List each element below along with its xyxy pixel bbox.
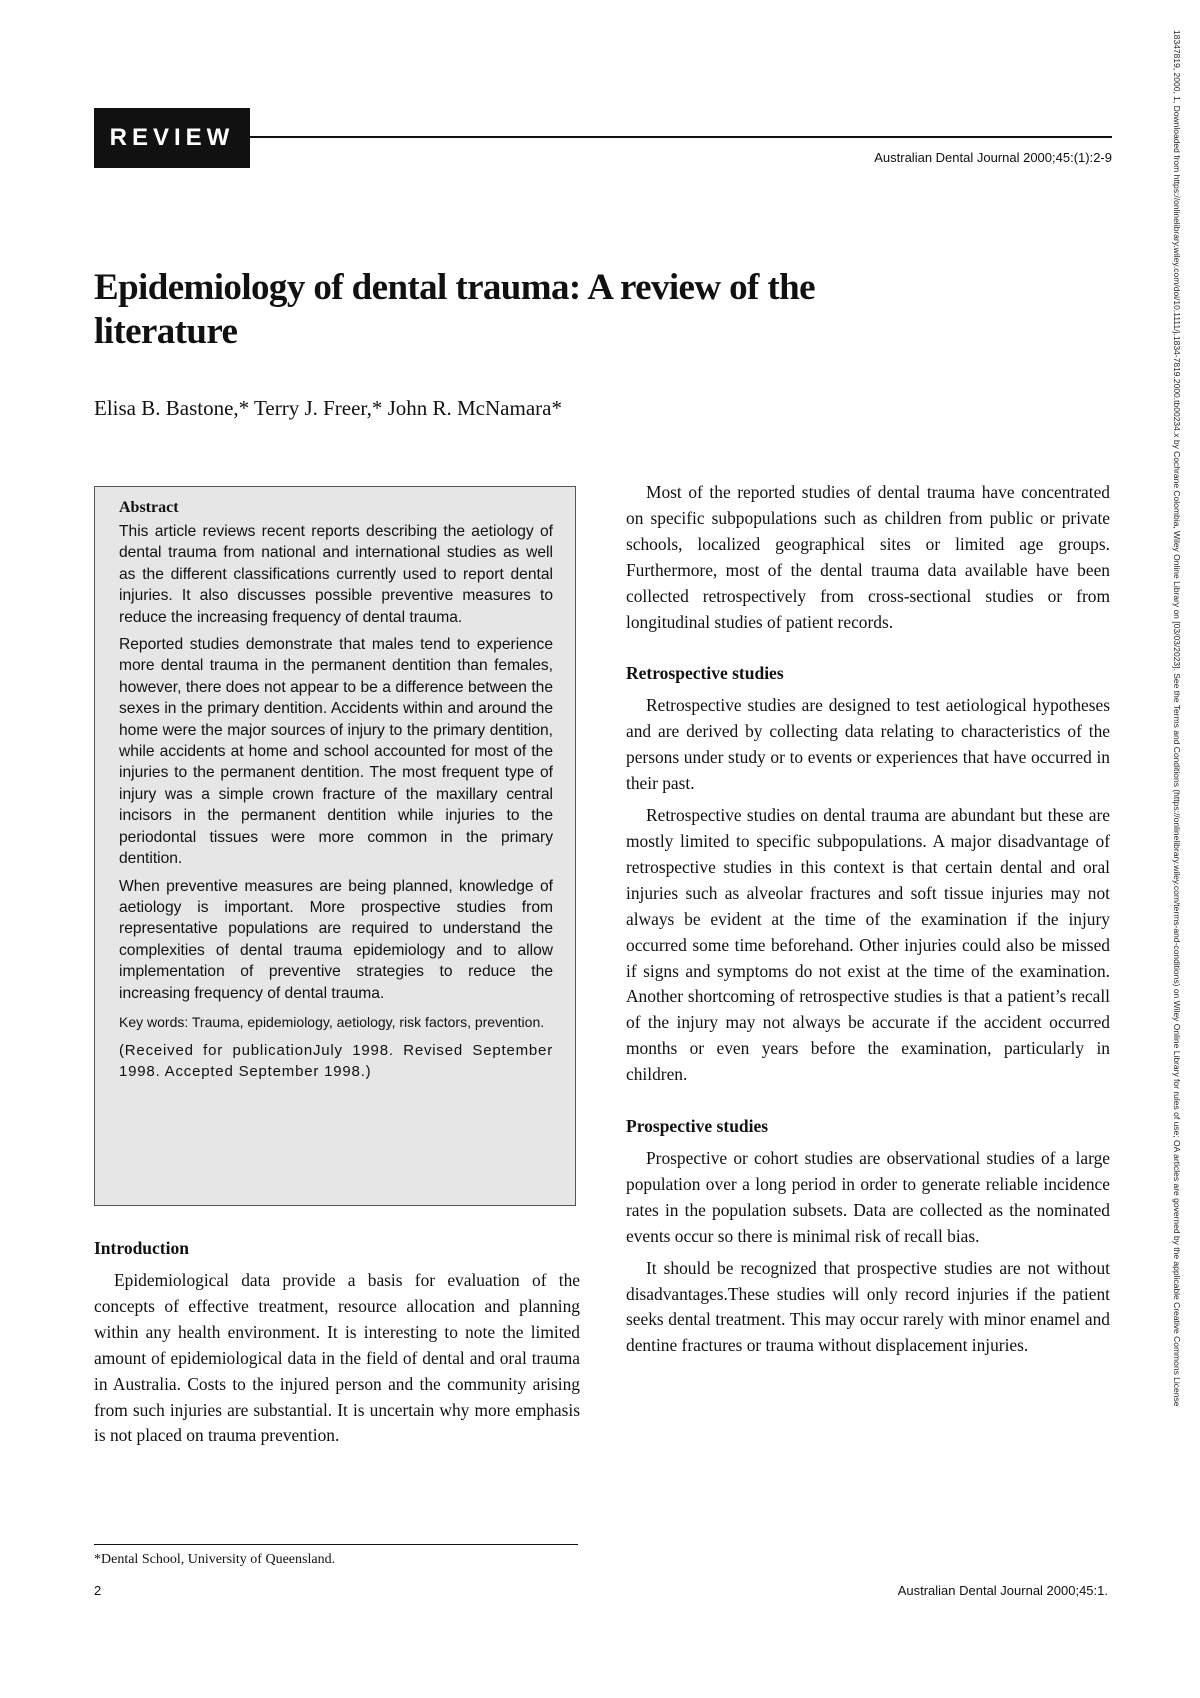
retrospective-paragraph: Retrospective studies on dental trauma are abundant but these are mostly limited to specific subpopulations. A major disadvantage of retrospective studies in this context is that certain dental and oral injuries such as alveolar fractures and soft tissue injuries may not always be evident at the time of the examination if the injury occurred some time beforehand. Other injuries could also be missed if signs and symptoms do not exist at the time of the examination. Another shortcoming of retrospective studies is that a patient’s recall of the injury may not always be accurate if the accident occurred months or even years before the examination, particularly in children. xyxy=(626,805,1110,1085)
footnote-rule xyxy=(94,1544,578,1545)
section-label: REVIEW xyxy=(94,108,250,168)
page-number: 2 xyxy=(94,1583,102,1598)
retrospective-heading: Retrospective studies xyxy=(626,663,784,684)
introduction-heading: Introduction xyxy=(94,1238,189,1258)
abstract-paragraph: When preventive measures are being planned, knowledge of aetiology is important. More prospective studies from representative populations are required to understand the complexities of dental trauma epidemiology and to allow implementation of preventive strategies to reduce the increasing frequency of dental trauma. xyxy=(119,877,553,1002)
abstract-heading: Abstract xyxy=(119,499,179,516)
retrospective-paragraph: Retrospective studies are designed to test aetiological hypotheses and are derived by collecting data relating to characteristics of the persons under study or to events or experiences that have occurred in their past. xyxy=(626,695,1110,794)
footer-citation: Australian Dental Journal 2000;45:1. xyxy=(897,1583,1108,1598)
prospective-paragraph: It should be recognized that prospective studies are not without disadvantages.These studies will only record injuries if the patient seeks dental treatment. This may occur rarely with minor enamel and dentine fractures or trauma without displacement injuries. xyxy=(626,1257,1110,1356)
abstract-paragraph: This article reviews recent reports describing the aetiology of dental trauma from national and international studies as well as the different classifications currently used to report dental injuries. It also discusses possible preventive measures to reduce the increasing frequency of dental trauma. xyxy=(119,523,553,626)
affiliation-footnote: *Dental School, University of Queensland. xyxy=(94,1552,336,1567)
prospective-heading: Prospective studies xyxy=(626,1116,769,1137)
introduction-paragraph: Epidemiological data provide a basis for evaluation of the concepts of effective treatment, resource allocation and planning within any health environment. It is interesting to note the limited amount of epidemiological data in the field of dental and oral trauma in Australia. Costs to the injured person and the community arising from such injuries are substantial. It is uncertain why more emphasis is not placed on trauma prevention. xyxy=(94,1270,580,1446)
abstract-paragraph: Reported studies demonstrate that males tend to experience more dental trauma in the permanent dentition than females, however, there does not appear to be a difference between the sexes in the primary dentition. Accidents within and around the home were the major sources of injury to the primary dentition, while accidents at home and school accounted for most of the injuries to the permanent dentition. The most frequent type of injury was a simple crown fracture of the maxillary central incisors in the permanent dentition while injuries to the periodontal tissues were more common in the primary dentition. xyxy=(119,636,553,868)
article-title: Epidemiology of dental trauma: A review of the literature xyxy=(94,267,815,352)
prospective-paragraph: Prospective or cohort studies are observational studies of a large population over a long period in order to generate reliable incidence rates in the population subsets. Data are collected as the nominated events occur so there is minimal risk of recall bias. xyxy=(626,1148,1110,1246)
abstract-box xyxy=(94,486,576,1206)
received-dates: (Received for publicationJuly 1998. Revised September 1998. Accepted September 1998.) xyxy=(119,1041,553,1081)
keywords: Key words: Trauma, epidemiology, aetiology, risk factors, prevention. xyxy=(119,1013,545,1030)
header-rule xyxy=(250,136,1112,138)
right-column xyxy=(626,480,1110,1359)
journal-citation: Australian Dental Journal 2000;45:(1):2-9 xyxy=(874,150,1112,165)
download-notice: 18347819, 2000, 1, Downloaded from https://onlinelibrary.wiley.com/doi/10.1111/j.1834-7819.2000.tb00234.x by Cochrane Colombia, Wiley Online Library on [03/03/2023]. See the Terms and Conditions (https://onlinelibrary.wiley.com/terms-and-conditions) on Wiley Online Library for rules of use; OA articles are governed by the applicable Creative Commons License xyxy=(1172,30,1182,1407)
intro-continuation-paragraph: Most of the reported studies of dental trauma have concentrated on specific subpopulations such as children from public or private schools, localized geographical sites or limited age groups. Furthermore, most of the dental trauma data available have been collected retrospectively from cross-sectional studies or from longitudinal studies of patient records. xyxy=(626,482,1110,632)
left-column xyxy=(94,1236,580,1449)
author-list: Elisa B. Bastone,* Terry J. Freer,* John R. McNamara* xyxy=(94,396,562,420)
